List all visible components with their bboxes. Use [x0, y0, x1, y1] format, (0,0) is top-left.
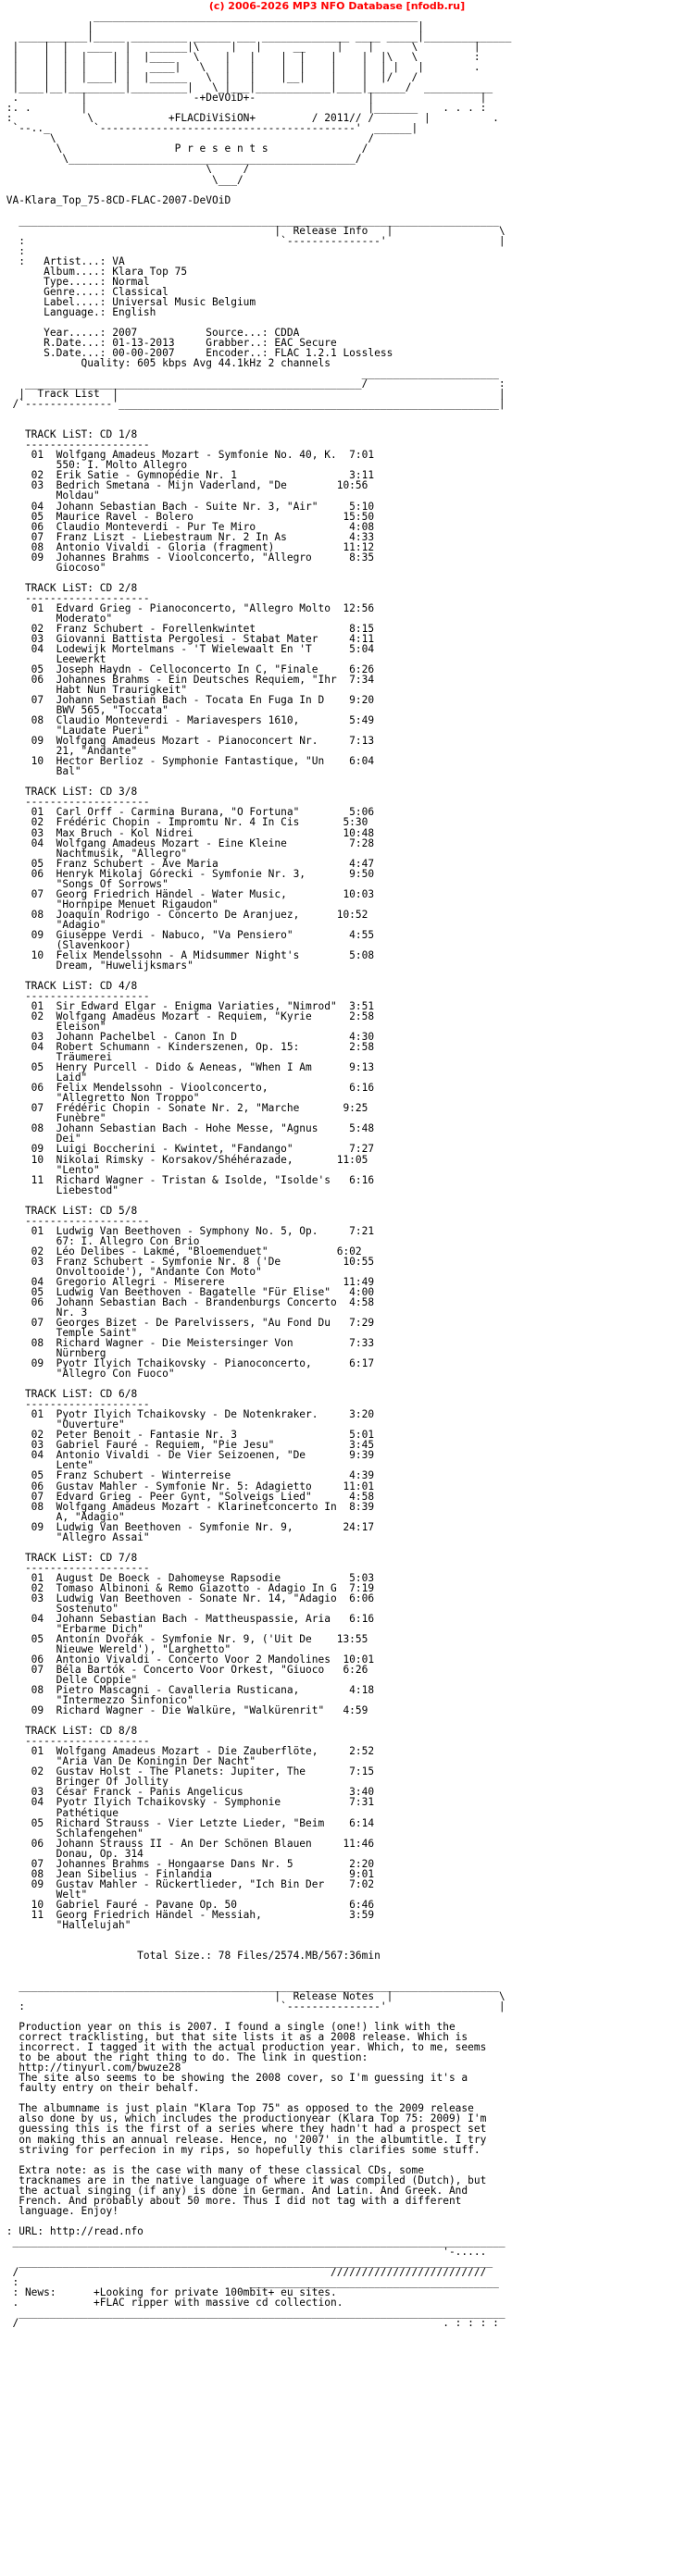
copyright-banner: (c) 2006-2026 MP3 NFO Database [nfodb.ru]: [208, 0, 466, 12]
nfo-document: ____________________________________________________ | | ___________|_____ _________ ______ ___ ______________ ____ _____|______________ | | | ____ | ______|\ | | __ | | \ | | | | | | | |____ \ | | | | | | |\ \ : | | | | | | ____| \ | | | | | | | | | . | | | |____| | |______ \ | | |__| | | |/ / |____|__|_________|_________| \_|___|____________|____|______/ ___________ . | -+DeVOiD+- | | :. . | |_______ . . . : : \ +FLACDiViSiON+ / 2011// / | . `--.._ `-----------------------------------------' ______| \ / \ P r e s e n t s / \______________________________________________/ \ / \___/ VA-Klara_Top_75-8CD-FLAC-2007-DeVOiD _____________________________________________________________________________ | Release Info | \ : `---------------' | : : Artist...: VA Album....: Klara Top 75 Type.....: Normal Genre....: Classical Label....: Universal Music Belgium Language.: English Year.....: 2007 Source...: CDDA R.Date...: 01-13-2013 Grabber..: EAC Secure S.Date...: 00-00-2007 Encoder..: FLAC 1.2.1 Lossless Quality: 605 kbps Avg 44.1kHz 2 channels ______________________ ______________________________________________________/ : | Track List | | /`--------------'_____________________________________________________________| TRACK LiST: CD 1/8 -------------------- 01 Wolfgang Amadeus Mozart - Symfonie No. 40, K. 7:01 550: I. Molto Allegro 02 Erik Satie - Gymnopédie Nr. 1 3:11 03 Bedrich Smetana - Mijn Vaderland, "De 10:56 Moldau" 04 Johann Sebastian Bach - Suite Nr. 3, "Air" 5:10 05 Maurice Ravel - Bolero 15:50 06 Claudio Monteverdi - Pur Te Miro 4:08 07 Franz Liszt - Liebestraum Nr. 2 In As 4:33 08 Antonio Vivaldi - Gloria (fragment) 11:12 09 Johannes Brahms - Vioolconcerto, "Allegro 8:35 Giocoso" TRACK LiST: CD 2/8 -------------------- 01 Edvard Grieg - Pianoconcerto, "Allegro Molto 12:56 Moderato" 02 Franz Schubert - Forellenkwintet 8:15 03 Giovanni Battista Pergolesi - Stabat Mater 4:11 04 Lodewijk Mortelmans - 'T Wielewaalt En 'T 5:04 Leewerkt 05 Joseph Haydn - Celloconcerto In C, "Finale 6:26 06 Johannes Brahms - Ein Deutsches Requiem, "Ihr 7:34 Habt Nun Traurigkeit" 07 Johann Sebastian Bach - Tocata En Fuga In D 9:20 BWV 565, "Toccata" 08 Claudio Monteverdi - Mariavespers 1610, 5:49 "Laudate Pueri" 09 Wolfgang Amadeus Mozart - Pianoconcert Nr. 7:13 21, "Andante" 10 Hector Berlioz - Symphonie Fantastique, "Un 6:04 Bal" TRACK LiST: CD 3/8 -------------------- 01 Carl Orff - Carmina Burana, "O Fortuna" 5:06 02 Frédéric Chopin - Impromtu Nr. 4 In Cis 5:30 03 Max Bruch - Kol Nidrei 10:48 04 Wolfgang Amadeus Mozart - Eine Kleine 7:28 Nachtmusik, "Allegro" 05 Franz Schubert - Ave Maria 4:47 06 Henryk Mikolaj Górecki - Symfonie Nr. 3, 9:50 "Songs Of Sorrows" 07 Georg Friedrich Händel - Water Music, 10:03 "Hornpipe Menuet Rigaudon" 08 Joaquín Rodrigo - Concerto De Aranjuez, 10:52 "Adagio" 09 Giuseppe Verdi - Nabuco, "Va Pensiero" 4:55 (Slavenkoor) 10 Felix Mendelssohn - A Midsummer Night's 5:08 Dream, "Huwelijksmars" TRACK LiST: CD 4/8 -------------------- 01 Sir Edward Elgar - Enigma Variaties, "Nimrod" 3:51 02 Wolfgang Amadeus Mozart - Requiem, "Kyrie 2:58 Eleison" 03 Johann Pachelbel - Canon In D 4:30 04 Robert Schumann - Kinderszenen, Op. 15: 2:58 Träumerei 05 Henry Purcell - Dido & Aeneas, "When I Am 9:13 Laid" 06 Felix Mendelssohn - Vioolconcerto, 6:16 "Allegretto Non Troppo" 07 Frédéric Chopin - Sonate Nr. 2, "Marche 9:25 Funèbre" 08 Johann Sebastian Bach - Hohe Messe, "Agnus 5:48 Dei" 09 Luigi Boccherini - Kwintet, "Fandango" 7:27 10 Nikolai Rimsky - Korsakov/Shéhérazade, 11:05 "Lento" 11 Richard Wagner - Tristan & Isolde, "Isolde's 6:16 Liebestod" TRACK LiST: CD 5/8 -------------------- 01 Ludwig Van Beethoven - Symphony No. 5, Op. 7:21 67: I. Allegro Con Brio 02 Léo Delibes - Lakmé, "Bloemenduet" 6:02 03 Franz Schubert - Symfonie Nr. 8 ('De 10:55 Onvoltooide'), "Andante Con Moto" 04 Gregorio Allegri - Miserere 11:49 05 Ludwig Van Beethoven - Bagatelle "Für Elise" 4:00 06 Johann Sebastian Bach - Brandenburgs Concerto 4:58 Nr. 3 07 Georges Bizet - De Parelvissers, "Au Fond Du 7:29 Temple Saint" 08 Richard Wagner - Die Meistersinger Von 7:33 Nürnberg 09 Pyotr Ilyich Tchaikovsky - Pianoconcerto, 6:17 "Allegro Con Fuoco" TRACK LiST: CD 6/8 -------------------- 01 Pyotr Ilyich Tchaikovsky - De Notenkraker. 3:20 "Ouverture" 02 Peter Benoit - Fantasie Nr. 3 5:01 03 Gabriel Fauré - Requiem, "Pie Jesu" 3:45 04 Antonio Vivaldi - De Vier Seizoenen, "De 9:39 Lente" 05 Franz Schubert - Winterreise 4:39 06 Gustav Mahler - Symfonie Nr. 5: Adagietto 11:01 07 Edvard Grieg - Peer Gynt, "Solveigs Lied" 4:58 08 Wolfgang Amadeus Mozart - Klarinetconcerto In 8:39 A, "Adagio" 09 Ludwig Van Beethoven - Symfonie Nr. 9, 24:17 "Allegro Assai" TRACK LiST: CD 7/8 -------------------- 01 August De Boeck - Dahomeyse Rapsodie 5:03 02 Tomaso Albinoni & Remo Giazotto - Adagio In G 7:19 03 Ludwig Van Beethoven - Sonate Nr. 14, "Adagio 6:06 Sostenuto" 04 Johann Sebastian Bach - Mattheuspassie, Aria 6:16 "Erbarme Dich" 05 Antonín Dvořák - Symfonie Nr. 9, ('Uit De 13:55 Nieuwe Wereld'), "Larghetto" 06 Antonio Vivaldi - Concerto Voor 2 Mandolines 10:01 07 Béla Bartók - Concerto Voor Orkest, "Giuoco 6:26 Delle Coppie" 08 Pietro Mascagni - Cavalleria Rusticana, 4:18 "Intermezzo Sinfonico" 09 Richard Wagner - Die Walküre, "Walkürenrit" 4:59 TRACK LiST: CD 8/8 -------------------- 01 Wolfgang Amadeus Mozart - Die Zauberflöte, 2:52 "Aria Van De Koningin Der Nacht" 02 Gustav Holst - The Planets: Jupiter, The 7:15 Bringer Of Jollity 03 César Franck - Panis Angelicus 3:40 04 Pyotr Ilyich Tchaikovsky - Symphonie 7:31 Pathétique 05 Richard Strauss - Vier Letzte Lieder, "Beim 6:14 Schlafengehen" 06 Johann Strauss II - An Der Schönen Blauen 11:46 Donau, Op. 314 07 Johannes Brahms - Hongaarse Dans Nr. 5 2:20 08 Jean Sibelius - Finlandia 9:01 09 Gustav Mahler - Rückertlieder, "Ich Bin Der 7:02 Welt" 10 Gabriel Fauré - Pavane Op. 50 6:46 11 Georg Friedrich Händel - Messiah, 3:59 "Hallelujah" Total Size.: 78 Files/2574.MB/567:36min _____________________________________________________________________________ | Release Notes | \ : `---------------' | Production year on this is 2007. I found a single (one!) link with the correct tracklisting, but that site lists it as a 2008 release. Which is incorrect. I tagged it with the actual production year. Which, to me, seems to be about the right thing to do. The link in question: http://tinyurl.com/bwuze28 The site also seems to be showing the 2008 cover, so I'm guessing it's a faulty entry on their behalf. The albumname is just plain "Klara Top 75" as opposed to the 2009 release also done by us, which includes the productionyear (Klara Top 75: 2009) I'm guessing this is the first of a series where they hadn't had a prospect set on making this an annual release. Hence, no '2007' in the albumtitle. I try striving for perfecion in my rips, so hopefully this clarifies some stuff. Extra note: as is the case with many of these classical CDs, some tracknames are in the native language of where it was compiled (Dutch), but the actual singing (if any) is done in German. And Latin. And Greek. And French. And probably about 50 more. Thus I did not tag with a different language. Enjoy! : URL: http://read.nfo _______________________________________________________________________________ '-..... ____________________________________________________________________________ / ///////////////////////// : ________________________________________ : News: +Looking for private 100mbit+ eu sites. . +FLAC ripper with massive cd collection. ______________________________________________________________________________ / . : : : :: [6, 11, 512, 2330]
